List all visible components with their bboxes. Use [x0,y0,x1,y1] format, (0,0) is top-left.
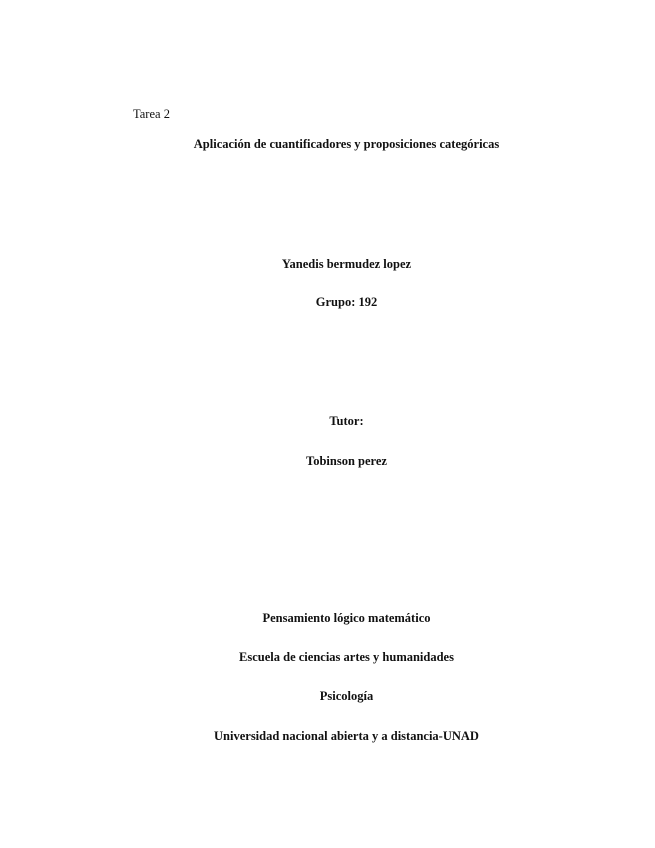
group-row [0,294,655,310]
tutor-label-row [0,413,655,429]
document-title: Aplicación de cuantificadores y proposiciones categóricas [193,137,500,151]
group-number: Grupo: 192 [315,295,378,309]
student-name: Yanedis bermudez lopez [281,257,412,271]
task-label: Tarea 2 [133,107,170,121]
tutor-label: Tutor: [329,414,364,428]
course-row [0,610,655,626]
program-row [0,688,655,704]
school-row [0,649,655,665]
university-name: Universidad nacional abierta y a distancia-UNAD [214,729,479,743]
program-name: Psicología [319,689,374,703]
tutor-name-row [0,453,655,469]
course-name: Pensamiento lógico matemático [262,611,431,625]
university-row [0,728,655,744]
school-name: Escuela de ciencias artes y humanidades [239,650,454,664]
tutor-name: Tobinson perez [306,454,387,468]
student-row [0,256,655,272]
title-row [0,136,655,152]
